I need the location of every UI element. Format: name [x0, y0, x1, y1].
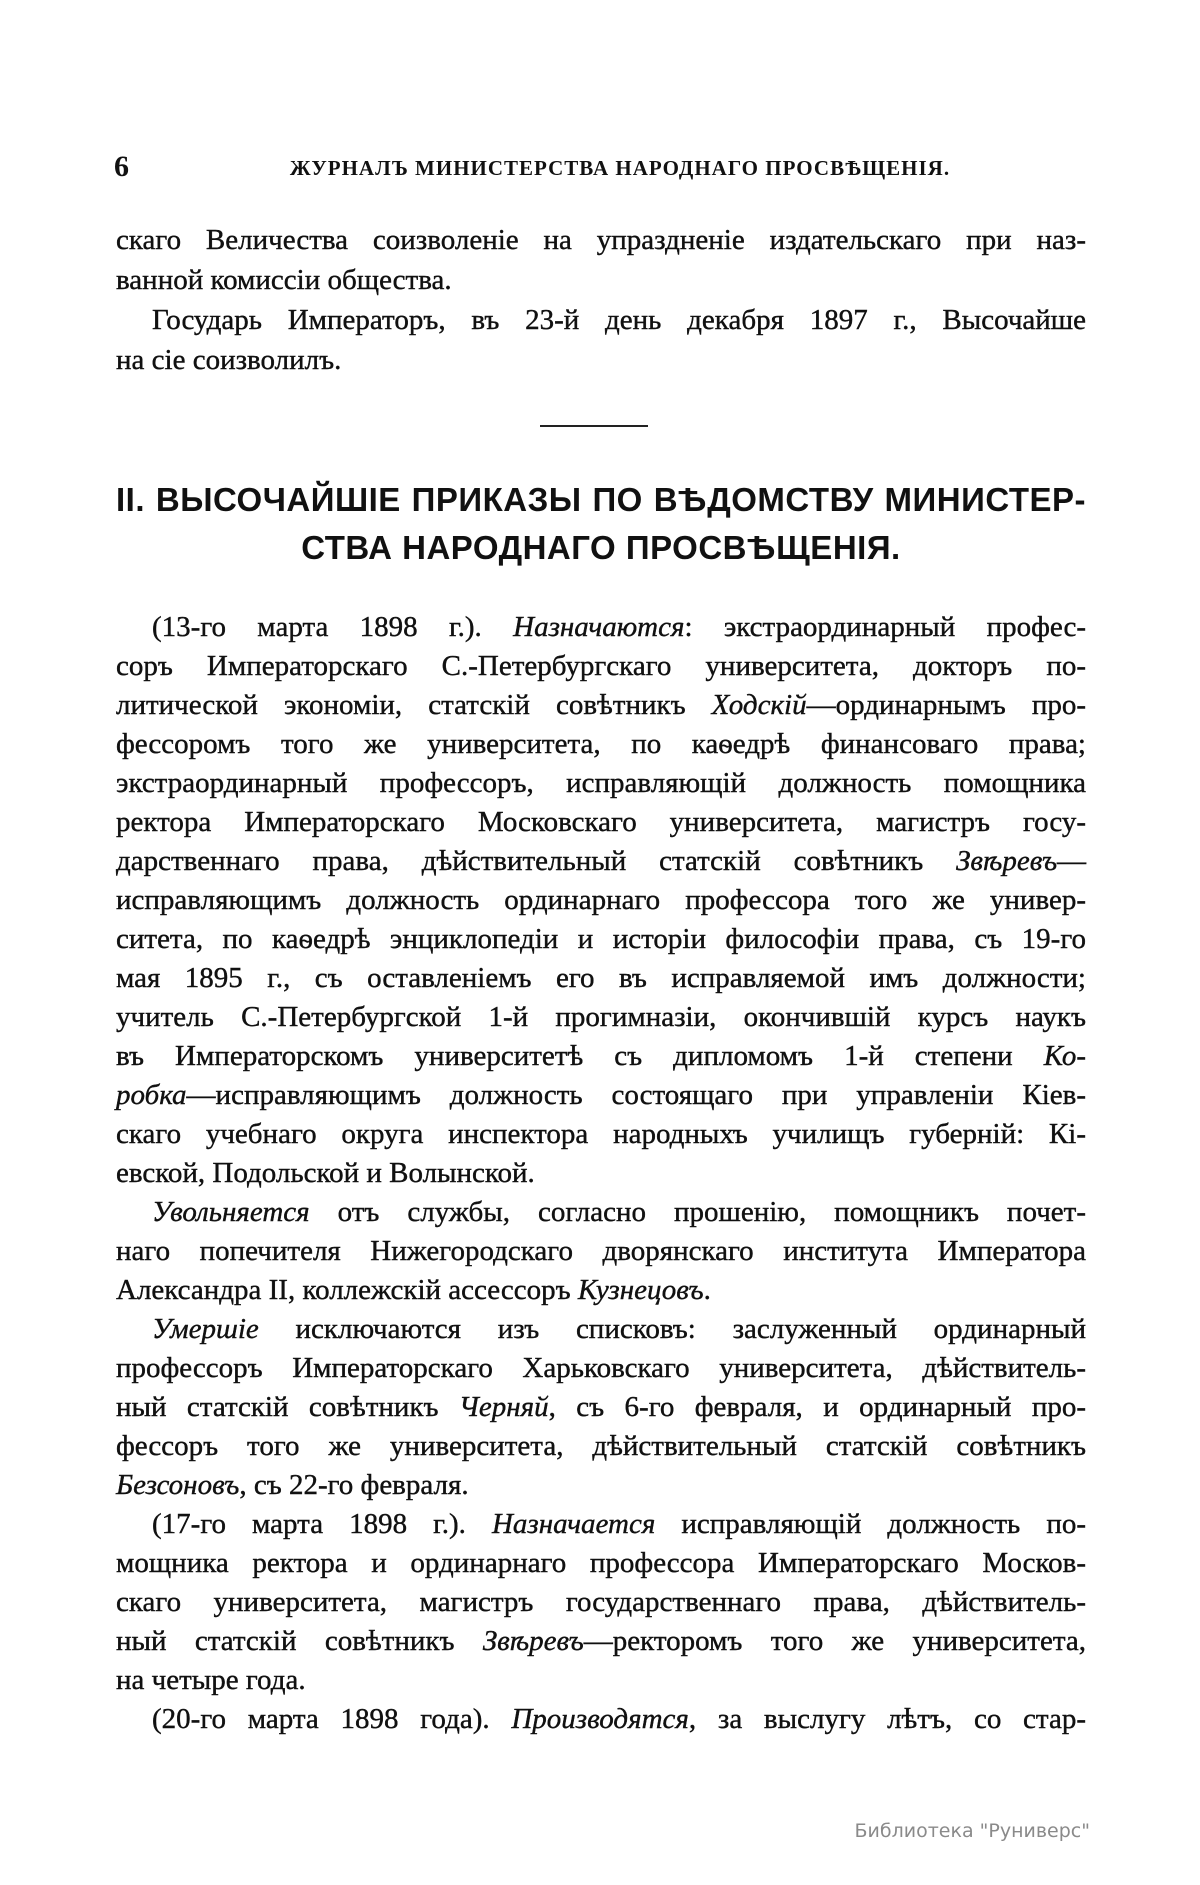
italic-name-text: робка [116, 1079, 187, 1111]
text-run: , за выслугу лѣтъ, со стар- [688, 1703, 1086, 1735]
text-line [116, 842, 1086, 881]
text-line [116, 1310, 1086, 1349]
text-run: евской, Подольской и Волынской. [116, 1157, 535, 1189]
italic-name-text: Ко- [1043, 1040, 1086, 1072]
text-run: —ординарнымъ про- [806, 689, 1087, 721]
text-run: исключаются изъ списковъ: заслуженный ординарный [258, 1313, 1086, 1345]
text-line [116, 1505, 1086, 1544]
text-line [116, 608, 1086, 647]
text-run: — [1057, 845, 1086, 877]
text-line [116, 1466, 1086, 1505]
text-line [116, 959, 1086, 998]
text-line [116, 1271, 1086, 1310]
text-line [116, 340, 1086, 380]
italic-name-text: Умершіе [152, 1313, 259, 1345]
top-text-block [116, 220, 1086, 380]
text-run: ный статскій совѣтникъ [116, 1625, 483, 1657]
text-run: исправляющимъ должность ординарнаго профессора того же универ- [116, 884, 1086, 916]
text-line [116, 1583, 1086, 1622]
text-run: соръ Императорскаго С.-Петербургскаго университета, докторъ по- [116, 650, 1086, 682]
text-run: (20-го марта 1898 года). [152, 1703, 512, 1735]
text-line [116, 1115, 1086, 1154]
text-run: мая 1895 г., съ оставленіемъ его въ исправляемой имъ должности; [116, 962, 1086, 994]
text-line [116, 220, 1086, 260]
text-line [116, 1544, 1086, 1583]
text-run: . [703, 1274, 711, 1306]
text-run: наго попечителя Нижегородскаго дворянскаго института Императора [116, 1235, 1086, 1267]
text-run: отъ службы, согласно прошенію, помощникъ почет- [309, 1196, 1086, 1228]
text-run: , съ 22-го февраля. [239, 1469, 469, 1501]
text-line [116, 1193, 1086, 1232]
section-heading [116, 476, 1086, 572]
text-line [116, 764, 1086, 803]
text-run: профессоръ Императорскаго Харьковскаго университета, дѣйствитель- [116, 1352, 1086, 1384]
text-run: фессоромъ того же университета, по каѳедрѣ финансоваго права; [116, 728, 1086, 760]
italic-name-text: Безсоновъ [116, 1469, 240, 1501]
section-heading-line-2: СТВА НАРОДНАГО ПРОСВѢЩЕНІЯ. [301, 529, 901, 566]
section-heading-line-1: II. ВЫСОЧАЙШІЕ ПРИКАЗЫ ПО ВѢДОМСТВУ МИНИСТЕР- [116, 481, 1086, 518]
text-line [116, 803, 1086, 842]
text-line [116, 260, 1086, 300]
text-run: ванной комиссіи общества. [116, 264, 452, 296]
text-run: скаго Величества соизволеніе на упраздненіе издательскаго при наз- [116, 224, 1086, 256]
text-run: Александра II, коллежскій ассессоръ [116, 1274, 578, 1306]
text-run: исправляющій должность по- [655, 1508, 1086, 1540]
text-line [116, 1232, 1086, 1271]
text-run: (17-го марта 1898 г.). [152, 1508, 492, 1540]
text-run: —ректоромъ того же университета, [583, 1625, 1086, 1657]
text-run: дарственнаго права, дѣйствительный статскій совѣтникъ [116, 845, 957, 877]
text-line [116, 1700, 1086, 1739]
text-run: на сіе соизволилъ. [116, 344, 342, 376]
text-line [116, 725, 1086, 764]
italic-name-text: Ходскій [711, 689, 807, 721]
text-line [116, 686, 1086, 725]
text-line [116, 1427, 1086, 1466]
italic-name-text: Производятся [511, 1703, 689, 1735]
text-run: : экстраординарный профес- [684, 611, 1087, 643]
italic-name-text: Назначаются [513, 611, 685, 643]
text-line [116, 1661, 1086, 1700]
italic-name-text: Назначается [491, 1508, 656, 1540]
page-number: 6 [114, 150, 129, 183]
text-line [116, 998, 1086, 1037]
text-run: ректора Императорскаго Московскаго университета, магистръ госу- [116, 806, 1086, 838]
text-run: скаго учебнаго округа инспектора народныхъ училищъ губерній: Кі- [116, 1118, 1086, 1150]
text-run: (13-го марта 1898 г.). [152, 611, 514, 643]
text-run: фессоръ того же университета, дѣйствительный статскій совѣтникъ [116, 1430, 1086, 1462]
italic-name-text: Звѣревъ [482, 1625, 584, 1657]
italic-name-text: Увольняется [152, 1196, 310, 1228]
text-run: —исправляющимъ должность состоящаго при управленіи Кіев- [186, 1079, 1086, 1111]
text-line [116, 1349, 1086, 1388]
text-line [116, 1037, 1086, 1076]
text-line [116, 1388, 1086, 1427]
text-run: экстраординарный профессоръ, исправляющій должность помощника [116, 767, 1086, 799]
text-run: ный статскій совѣтникъ [116, 1391, 459, 1423]
text-line [116, 920, 1086, 959]
section-divider [540, 425, 648, 427]
text-run: ситета, по каѳедрѣ энциклопедіи и исторіи философіи права, съ 19-го [116, 923, 1086, 955]
text-run: учитель С.-Петербургской 1-й прогимназіи, окончившій курсъ наукъ [116, 1001, 1086, 1033]
text-line [116, 1154, 1086, 1193]
text-run: въ Императорскомъ университетѣ съ дипломомъ 1-й степени [116, 1040, 1044, 1072]
italic-name-text: Звѣревъ [956, 845, 1057, 877]
text-line [116, 1622, 1086, 1661]
body-text-block [116, 608, 1086, 1739]
text-run: , съ 6-го февраля, и ординарный про- [548, 1391, 1086, 1423]
italic-name-text: Черняй [458, 1391, 549, 1423]
running-title: ЖУРНАЛЪ МИНИСТЕРСТВА НАРОДНАГО ПРОСВѢЩЕНІЯ. [289, 156, 951, 180]
text-run: мощника ректора и ординарнаго профессора Императорскаго Москов- [116, 1547, 1086, 1579]
text-line [116, 647, 1086, 686]
text-line [116, 1076, 1086, 1115]
text-line [116, 881, 1086, 920]
text-run: Государь Императоръ, въ 23-й день декабря 1897 г., Высочайше [152, 304, 1086, 336]
text-run: на четыре года. [116, 1664, 306, 1696]
text-run: скаго университета, магистръ государственнаго права, дѣйствитель- [116, 1586, 1086, 1618]
library-watermark: Библиотека "Руниверс" [854, 1820, 1090, 1842]
italic-name-text: Кузнецовъ [577, 1274, 704, 1306]
text-run: литической экономіи, статскій совѣтникъ [116, 689, 712, 721]
text-line [116, 300, 1086, 340]
